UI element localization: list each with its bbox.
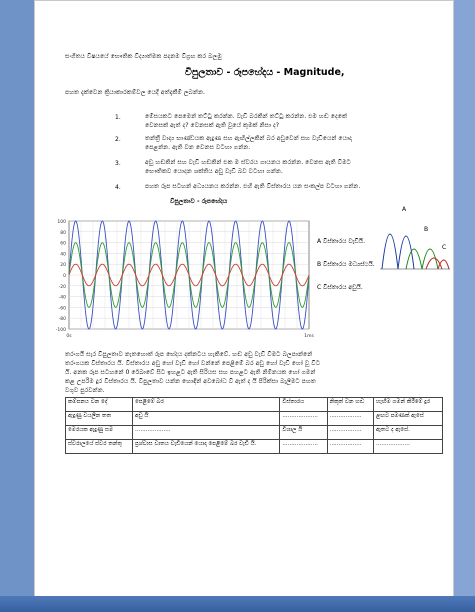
intro-line: පහත දැක්වෙන ක්‍රියාකාරකම්වල යෙදී අත්දැකීම් ලබන්න. bbox=[65, 89, 205, 96]
step-text-line: තන්ත්‍රී වාද්‍ය භාණ්ඩයක ඇදුණ සහ ඇඟිල්ලකින් බර අඩුවෙන් සහ වැඩියෙන් යොදා bbox=[145, 135, 352, 142]
table-cell: ඇදුණු වයලීන තත bbox=[66, 412, 133, 426]
step-text-line: වෙනසක් ඇත් ද? වෙනසක් ඇති වූයේ කුමක් නිසා ද? bbox=[145, 122, 280, 129]
taskbar bbox=[0, 596, 475, 612]
y-tick-label: 60 bbox=[60, 241, 66, 247]
label-b: B විස්තාරය මධ්‍යස්ථයි. bbox=[317, 261, 375, 268]
table-cell: .................. bbox=[327, 412, 373, 426]
label-a: A විස්තාරය වැඩියි. bbox=[317, 238, 365, 245]
table-row bbox=[66, 440, 443, 454]
diagram-letter-a: A bbox=[402, 206, 407, 213]
step-text-line: භෞතිකව යොදන ශක්තිය අඩු වැඩි බව වටහා ගන්න. bbox=[145, 168, 283, 175]
y-tick-label: 100 bbox=[57, 220, 66, 225]
table-cell: ළඟට පමණක් ඇසේ bbox=[373, 412, 442, 426]
y-tick-label: 0 bbox=[63, 274, 66, 279]
y-tick-label: 40 bbox=[60, 252, 66, 258]
step-number: 1. bbox=[115, 114, 121, 121]
paragraph-line: වගුව පුරවන්න. bbox=[65, 387, 105, 394]
table-cell: ඈතට ද ඇසේ. bbox=[373, 426, 442, 440]
table-cell: කම්පනය වන දේ bbox=[66, 398, 133, 412]
diagram-letter-c: C bbox=[442, 244, 447, 251]
y-tick-label: -20 bbox=[58, 284, 66, 290]
table-cell: ................... bbox=[373, 440, 442, 454]
wave-chart-svg bbox=[47, 219, 317, 344]
window-scroll-area[interactable] bbox=[452, 0, 475, 596]
step-text-line: පෙළන්න. ඇති වන වෙනස වටහා ගන්න. bbox=[145, 144, 251, 151]
y-tick-label: 80 bbox=[60, 230, 66, 236]
amplitude-arc-a bbox=[382, 234, 414, 269]
table-row bbox=[66, 426, 443, 440]
y-tick-label: -100 bbox=[55, 328, 66, 333]
paragraph-line: තරංගයි සැර විපුලතාව නැතහොත් රූප භේදය දක්නටය හැකිවේ. හඬ අඩු වැඩි වීමට බලපාන්නේ bbox=[65, 351, 313, 358]
table-cell: හැඟීම ගමන් කිරීමේ දුර bbox=[373, 398, 442, 412]
x-tick-label: 1ms bbox=[304, 334, 314, 339]
step-text-line: පහත රූප සටහන් අධ්‍යයනය කරන්න. එහි ඇති විස්තාරය යන සංකල්ප වටහා ගන්න. bbox=[145, 183, 361, 190]
label-c: C විස්තාරය අඩුයි. bbox=[317, 284, 363, 291]
step-text-line: මේසයකට පෙමෙන් තට්ටු කරන්න. වැඩි බරකින් තට්ටු කරන්න. එම හඬ දෙකේ bbox=[145, 113, 348, 120]
table-cell: නිකුත් වන හඬ bbox=[327, 398, 373, 412]
table-cell: විශාල යි bbox=[280, 426, 327, 440]
paragraph-line: තරංගයක විස්තාරය යි. විස්තාරය අඩු හෝ වැඩි හෝ වන්නේ පෙළීමේ බර අඩු හෝ වැඩි හෝ වූ විට bbox=[65, 360, 321, 367]
table-cell: ප්‍රශ්වාස වාතය වැඩියෙන් යොදා පෙළීමේ බර වැඩි යි. bbox=[133, 440, 280, 454]
amplitude-diagram bbox=[380, 203, 450, 273]
table-row bbox=[66, 412, 443, 426]
y-tick-label: 20 bbox=[60, 263, 66, 269]
header-line: සංගීතය විෂයයේ භෞතික විද්‍යාත්මක පදනම විග්‍රහ කර බලමු bbox=[65, 53, 222, 60]
y-tick-label: -80 bbox=[58, 317, 66, 323]
y-tick-label: -40 bbox=[58, 295, 66, 301]
step-number: 2. bbox=[115, 136, 121, 143]
chart-caption: විපුලතාව - රූපභේදය bbox=[170, 198, 228, 205]
wave-chart bbox=[47, 219, 317, 344]
table-row bbox=[66, 398, 443, 412]
amplitude-arc-b bbox=[406, 249, 438, 269]
table-cell: .................... bbox=[280, 412, 327, 426]
table-cell: .................. bbox=[327, 440, 373, 454]
x-tick-label: 0s bbox=[66, 334, 72, 339]
comparison-table bbox=[65, 397, 443, 454]
table-cell: මෙරයක ඇදුණු සම bbox=[66, 426, 133, 440]
paragraph-line: කළ උපරිම දුර විස්තාරය යි. විපුලතාව යන්න හොඳින් අවබෝධ වී ඇත් ද යි පිරික්සා බැලීමට පහත bbox=[65, 378, 316, 385]
y-tick-label: -60 bbox=[58, 306, 66, 312]
step-number: 3. bbox=[115, 160, 121, 167]
table-cell: .................... bbox=[133, 426, 280, 440]
table-cell: .................... bbox=[280, 440, 327, 454]
step-number: 4. bbox=[115, 184, 121, 191]
table-cell: විස්තාරය bbox=[280, 398, 327, 412]
page-title: විපුලතාව - රූපභේදය - Magnitude, bbox=[185, 67, 345, 78]
paragraph-line: යි. අනක රූප සටහනේ 0 රේඛාවේ සිට ඉහළට ඇති සිරියස සහ පහළට ඇති නිම්නයක හෝ ගමන් bbox=[65, 369, 316, 376]
diagram-letter-b: B bbox=[424, 226, 429, 233]
table-cell: .................. bbox=[327, 426, 373, 440]
step-text-line: අඩු හඬකින් සහ වැඩි හඬකින් එක ම ස්වරය ගායනය කරන්න. වෙනස ඇති වීමට bbox=[145, 159, 351, 166]
table-cell: පෙළීමේ බර bbox=[133, 398, 280, 412]
table-cell: ස්වරාලයේ ස්වර තන්තු bbox=[66, 440, 133, 454]
document-page bbox=[34, 0, 454, 598]
table-cell: අඩු යි bbox=[133, 412, 280, 426]
